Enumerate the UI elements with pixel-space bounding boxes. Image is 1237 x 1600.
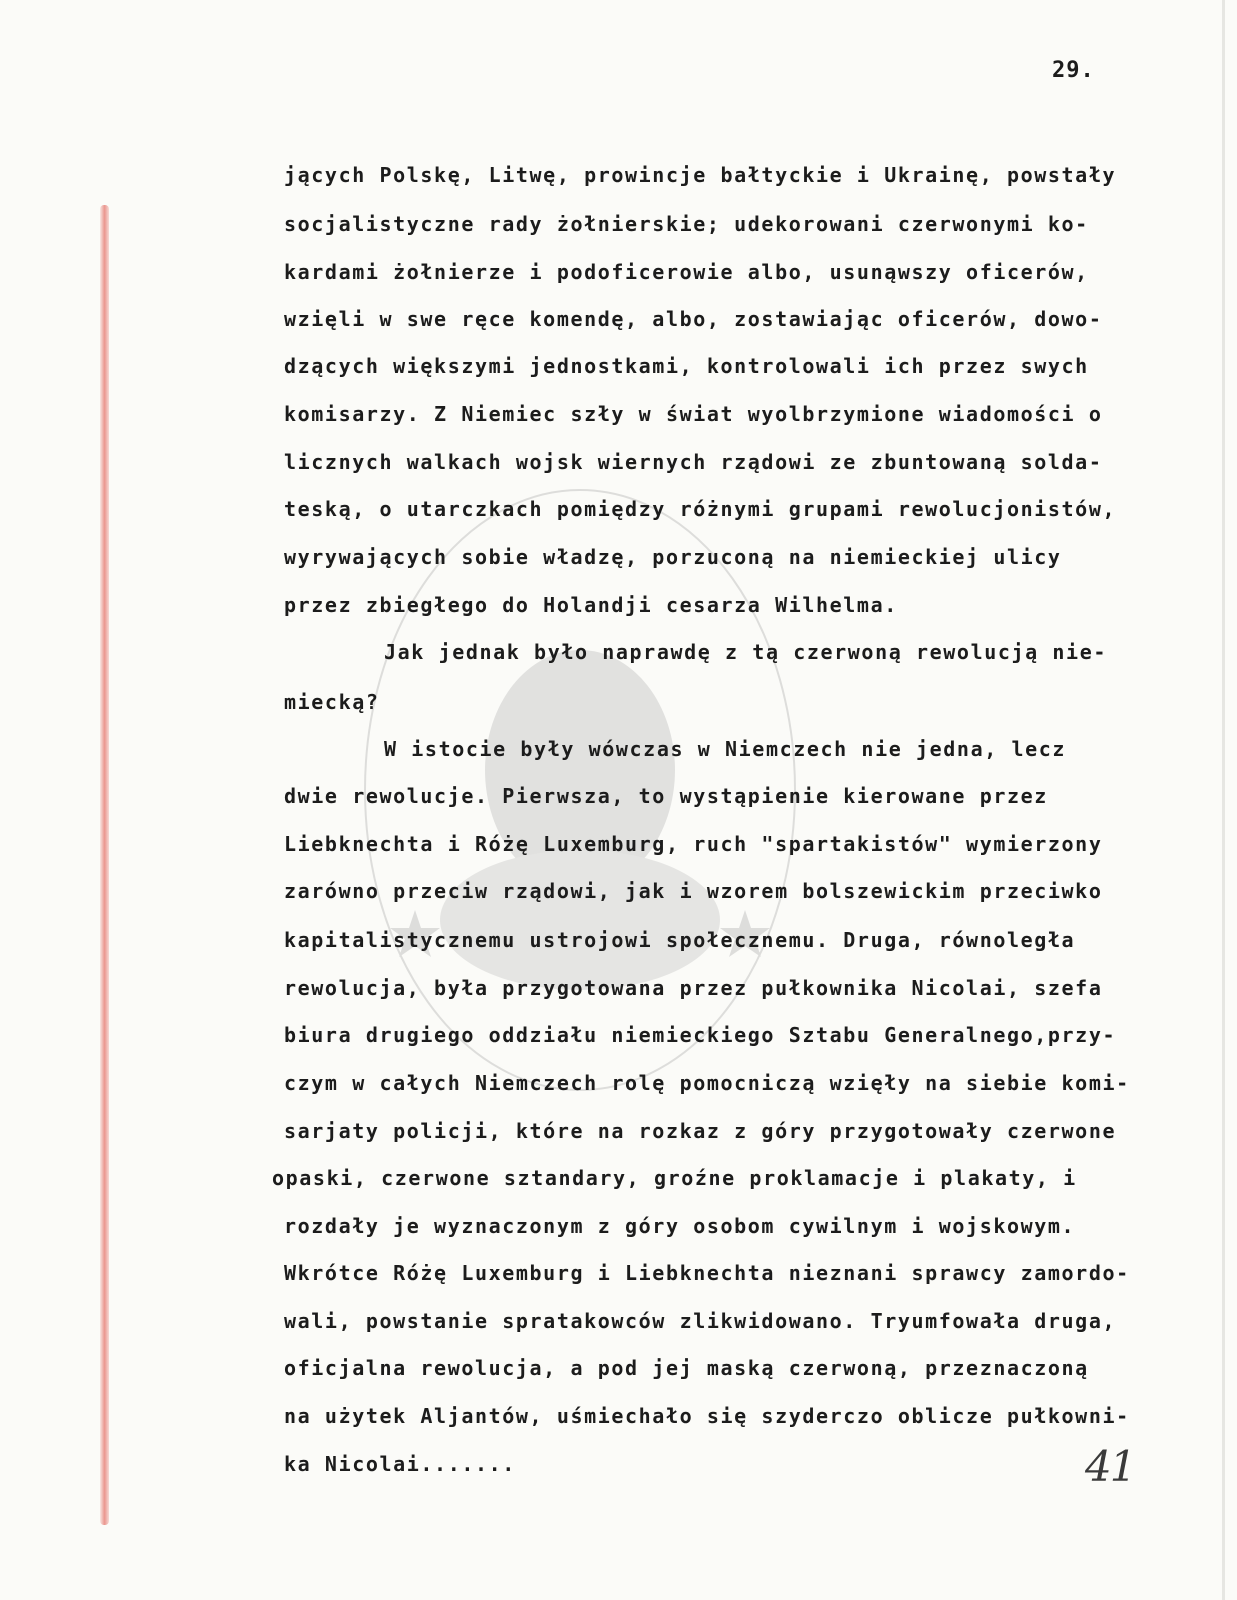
text-line: komisarzy. Z Niemiec szły w świat wyolbrzymione wiadomości o — [284, 402, 1103, 426]
text-line: przez zbiegłego do Holandji cesarza Wilhelma. — [284, 593, 898, 617]
text-line: rewolucja, była przygotowana przez pułkownika Nicolai, szefa — [284, 976, 1103, 1000]
text-line: kardami żołnierze i podoficerowie albo, usunąwszy oficerów, — [284, 260, 1089, 284]
text-line: ka Nicolai....... — [284, 1452, 516, 1476]
page-edge — [1222, 0, 1225, 1600]
text-line: biura drugiego oddziału niemieckiego Sztabu Generalnego,przy- — [284, 1023, 1117, 1047]
text-line: wzięli w swe ręce komendę, albo, zostawiając oficerów, dowo- — [284, 307, 1103, 331]
text-line: wyrywających sobie władzę, porzuconą na niemieckiej ulicy — [284, 545, 1062, 569]
text-line: opaski, czerwone sztandary, groźne proklamacje i plakaty, i — [272, 1166, 1077, 1190]
text-line: sarjaty policji, które na rozkaz z góry przygotowały czerwone — [284, 1119, 1117, 1143]
text-line: dzących większymi jednostkami, kontrolowali ich przez swych — [284, 354, 1089, 378]
text-line: Wkrótce Różę Luxemburg i Liebknechta nieznani sprawcy zamordo- — [284, 1261, 1130, 1285]
text-line: Liebknechta i Różę Luxemburg, ruch "spartakistów" wymierzony — [284, 832, 1103, 856]
text-line: miecką? — [284, 690, 380, 714]
text-line: wali, powstanie spratakowców zlikwidowano. Tryumfowała druga, — [284, 1309, 1117, 1333]
page-number: 29. — [1052, 58, 1095, 83]
text-line: kapitalistycznemu ustrojowi społecznemu. Druga, równoległa — [284, 928, 1076, 952]
text-line: na użytek Aljantów, uśmiechało się szyderczo oblicze pułkowni- — [284, 1404, 1130, 1428]
text-line: zarówno przeciw rządowi, jak i wzorem bolszewickim przeciwko — [284, 879, 1103, 903]
text-line: jących Polskę, Litwę, prowincje bałtyckie i Ukrainę, powstały — [284, 163, 1117, 187]
text-line: Jak jednak było naprawdę z tą czerwoną rewolucją nie- — [384, 640, 1107, 664]
text-line: teską, o utarczkach pomiędzy różnymi grupami rewolucjonistów, — [284, 497, 1117, 521]
text-line: licznych walkach wojsk wiernych rządowi ze zbuntowaną solda- — [284, 450, 1103, 474]
handwritten-folio-number: 41 — [1085, 1442, 1135, 1491]
text-line: oficjalna rewolucja, a pod jej maską czerwoną, przeznaczoną — [284, 1356, 1089, 1380]
text-line: czym w całych Niemczech rolę pomocniczą wzięły na siebie komi- — [284, 1071, 1130, 1095]
red-pencil-margin-mark — [100, 205, 109, 1525]
text-line: W istocie były wówczas w Niemczech nie jedna, lecz — [384, 737, 1067, 761]
text-line: dwie rewolucje. Pierwsza, to wystąpienie kierowane przez — [284, 784, 1048, 808]
text-line: rozdały je wyznaczonym z góry osobom cywilnym i wojskowym. — [284, 1214, 1076, 1238]
text-line: socjalistyczne rady żołnierskie; udekorowani czerwonymi ko- — [284, 212, 1089, 236]
